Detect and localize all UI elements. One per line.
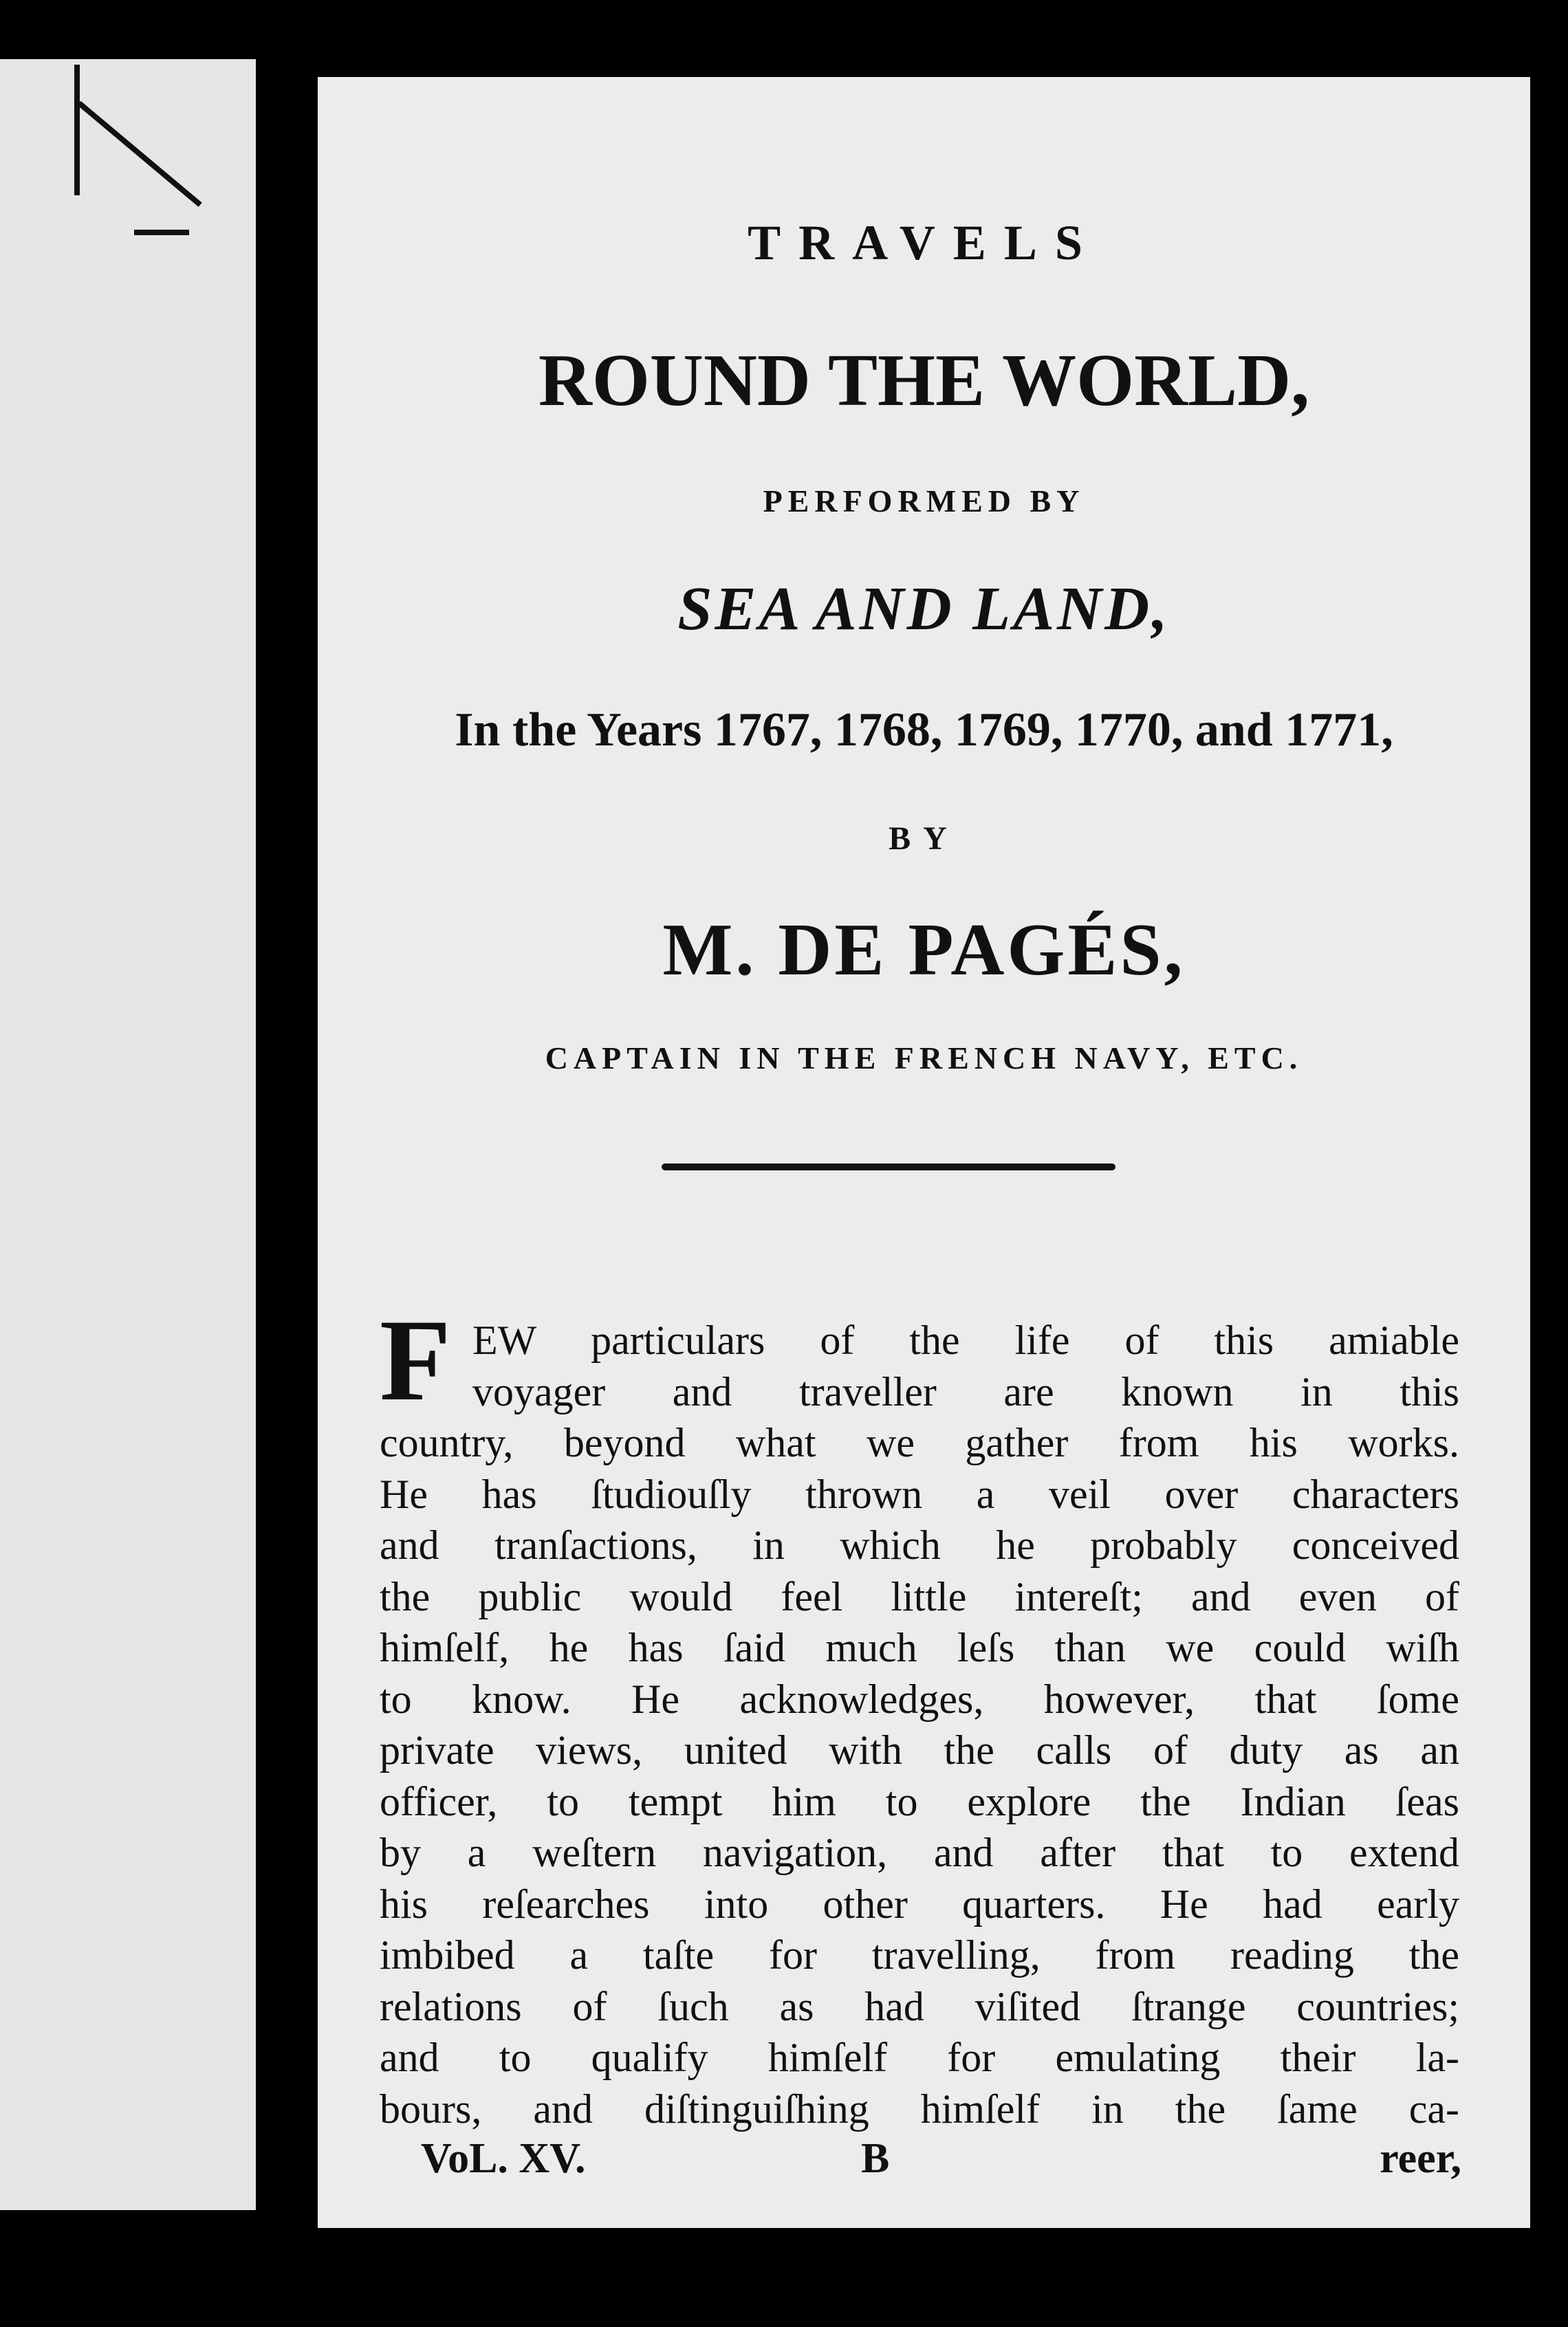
text-line: country, beyond what we gather from his works. — [380, 1420, 1459, 1465]
text-line: officer, to tempt him to explore the Indian ſeas — [380, 1778, 1459, 1824]
drop-cap: F — [380, 1296, 451, 1425]
text-line: his reſearches into other quarters. He had early — [380, 1881, 1459, 1927]
text-line: He has ſtudiouſly thrown a veil over characters — [380, 1471, 1459, 1517]
text-line: imbibed a taſte for travelling, from reading the — [380, 1932, 1459, 1978]
body-paragraph — [380, 1315, 1459, 2134]
author-name: M. DE PAGÉS, — [662, 909, 1186, 991]
title-round-the-world: ROUND THE WORLD, — [538, 340, 1310, 422]
title-by: BY — [889, 820, 959, 857]
ink-mark — [77, 101, 202, 207]
author-rank: CAPTAIN IN THE FRENCH NAVY, ETC. — [545, 1040, 1303, 1075]
text-line: himſelf, he has ſaid much leſs than we could wiſh — [380, 1625, 1459, 1670]
text-line: relations of ſuch as had viſited ſtrange countries; — [380, 1983, 1459, 2029]
title-sea-and-land: SEA AND LAND, — [677, 575, 1170, 643]
title-travels: TRAVELS — [748, 215, 1100, 270]
title-page — [318, 77, 1530, 2228]
text-line: by a weſtern navigation, and after that to extend — [380, 1830, 1459, 1875]
text-line: private views, united with the calls of duty as an — [380, 1727, 1459, 1773]
adjacent-page-edge — [0, 59, 256, 2210]
title-years: In the Years 1767, 1768, 1769, 1770, and 1771, — [455, 703, 1393, 756]
text-line: EW particulars of the life of this amiable — [472, 1318, 1459, 1363]
text-line: voyager and traveller are known in this — [472, 1368, 1459, 1414]
text-line: bours, and diſtinguiſhing himſelf in the ſame ca- — [380, 2086, 1459, 2132]
volume-number: VoL. XV. — [421, 2135, 586, 2182]
signature-mark: B — [861, 2135, 890, 2182]
text-line: the public would feel little intereſt; and even of — [380, 1573, 1459, 1619]
title-performed-by: PERFORMED BY — [763, 483, 1085, 518]
text-line: and tranſactions, in which he probably conceived — [380, 1522, 1459, 1568]
text-line: and to qualify himſelf for emulating their la- — [380, 2035, 1459, 2080]
catchword: reer, — [1380, 2135, 1461, 2182]
ink-mark — [134, 230, 189, 235]
ink-mark — [74, 65, 80, 195]
text-line: to know. He acknowledges, however, that ſome — [380, 1676, 1459, 1722]
decorative-rule — [662, 1164, 1115, 1170]
